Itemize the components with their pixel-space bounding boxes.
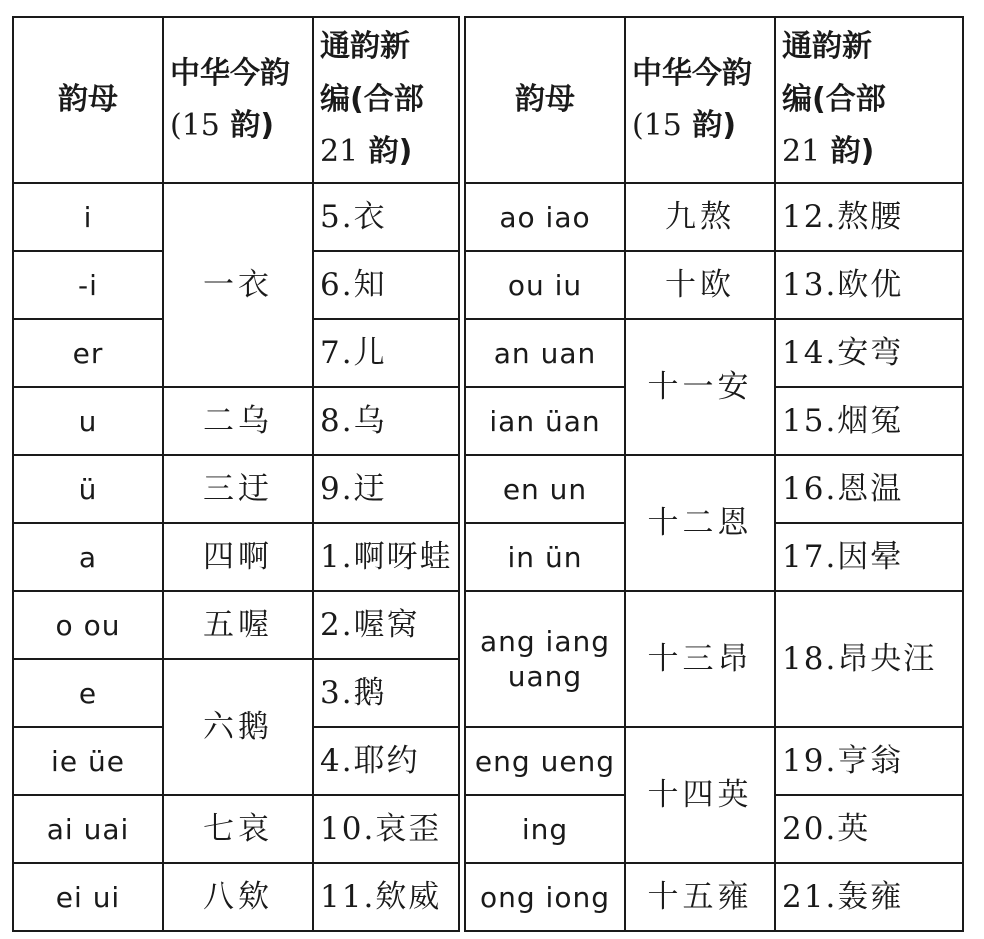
zhonghua-cell: 七哀 xyxy=(163,795,313,863)
final-cell: ai uai xyxy=(13,795,163,863)
final-cell: en un xyxy=(465,455,625,523)
tongyun-cell: 16.恩温 xyxy=(775,455,963,523)
table-row xyxy=(465,727,963,795)
tongyun-cell: 19.亨翁 xyxy=(775,727,963,795)
tongyun-cell: 18.昂央汪 xyxy=(775,591,963,727)
table-row xyxy=(13,387,459,455)
final-line: uang xyxy=(507,660,583,693)
table-row xyxy=(465,251,963,319)
tongyun-cell: 12.熬腰 xyxy=(775,183,963,251)
table-row xyxy=(465,591,963,659)
tongyun-cell: 5.衣 xyxy=(313,183,459,251)
final-cell: eng ueng xyxy=(465,727,625,795)
final-cell: i xyxy=(13,183,163,251)
zhonghua-cell: 三迂 xyxy=(163,455,313,523)
header-tongyun: 通韵新 编(合部 21 韵) xyxy=(313,17,459,183)
zhonghua-cell: 五喔 xyxy=(163,591,313,659)
zhonghua-cell: 十四英 xyxy=(625,727,775,863)
rhyme-table-right xyxy=(464,16,964,932)
header-tongyun: 通韵新 编(合部 21 韵) xyxy=(775,17,963,183)
zhonghua-cell: 四啊 xyxy=(163,523,313,591)
tongyun-cell: 6.知 xyxy=(313,251,459,319)
table-row xyxy=(13,795,459,863)
tongyun-cell: 9.迂 xyxy=(313,455,459,523)
table-row xyxy=(13,183,459,251)
header-row xyxy=(465,17,963,183)
tongyun-cell: 13.欧优 xyxy=(775,251,963,319)
zhonghua-cell: 二乌 xyxy=(163,387,313,455)
table-row xyxy=(13,455,459,523)
table-row xyxy=(465,863,963,931)
final-line: ang iang xyxy=(479,625,611,658)
header-zhonghua: 中华今韵 (15 韵) xyxy=(163,17,313,183)
tongyun-cell: 14.安弯 xyxy=(775,319,963,387)
final-cell: a xyxy=(13,523,163,591)
table-row xyxy=(465,455,963,523)
tongyun-cell: 2.喔窝 xyxy=(313,591,459,659)
zhonghua-cell: 十五雍 xyxy=(625,863,775,931)
tongyun-cell: 17.因晕 xyxy=(775,523,963,591)
final-cell: an uan xyxy=(465,319,625,387)
rhyme-table-left xyxy=(12,16,460,932)
zhonghua-cell: 十二恩 xyxy=(625,455,775,591)
final-cell: ou iu xyxy=(465,251,625,319)
final-cell: -i xyxy=(13,251,163,319)
tongyun-cell: 7.儿 xyxy=(313,319,459,387)
tongyun-cell: 10.哀歪 xyxy=(313,795,459,863)
tongyun-cell: 20.英 xyxy=(775,795,963,863)
table-row xyxy=(13,523,459,591)
final-cell: u xyxy=(13,387,163,455)
table-row xyxy=(13,659,459,727)
tongyun-cell: 8.乌 xyxy=(313,387,459,455)
tongyun-cell: 1.啊呀蛙 xyxy=(313,523,459,591)
final-cell: ao iao xyxy=(465,183,625,251)
zhonghua-cell: 十三昂 xyxy=(625,591,775,727)
table-row xyxy=(465,319,963,387)
tongyun-cell: 11.欸威 xyxy=(313,863,459,931)
zhonghua-cell: 八欸 xyxy=(163,863,313,931)
table-row xyxy=(13,591,459,659)
final-cell: o ou xyxy=(13,591,163,659)
table-row xyxy=(13,863,459,931)
zhonghua-cell: 十欧 xyxy=(625,251,775,319)
final-cell: in ün xyxy=(465,523,625,591)
tongyun-cell: 4.耶约 xyxy=(313,727,459,795)
final-cell: ian üan xyxy=(465,387,625,455)
final-cell: ie üe xyxy=(13,727,163,795)
rhyme-table-container xyxy=(12,16,964,932)
zhonghua-cell: 一衣 xyxy=(163,183,313,387)
final-cell: er xyxy=(13,319,163,387)
header-zhonghua: 中华今韵 (15 韵) xyxy=(625,17,775,183)
final-cell: ing xyxy=(465,795,625,863)
final-cell xyxy=(465,591,625,727)
zhonghua-cell: 九熬 xyxy=(625,183,775,251)
table-row xyxy=(465,183,963,251)
tongyun-cell: 21.轰雍 xyxy=(775,863,963,931)
header-yunmu: 韵母 xyxy=(465,17,625,183)
final-cell: e xyxy=(13,659,163,727)
tongyun-cell: 3.鹅 xyxy=(313,659,459,727)
header-yunmu: 韵母 xyxy=(13,17,163,183)
zhonghua-cell: 十一安 xyxy=(625,319,775,455)
zhonghua-cell: 六鹅 xyxy=(163,659,313,795)
final-cell: ong iong xyxy=(465,863,625,931)
final-cell: ei ui xyxy=(13,863,163,931)
header-row xyxy=(13,17,459,183)
final-cell: ü xyxy=(13,455,163,523)
tongyun-cell: 15.烟冤 xyxy=(775,387,963,455)
